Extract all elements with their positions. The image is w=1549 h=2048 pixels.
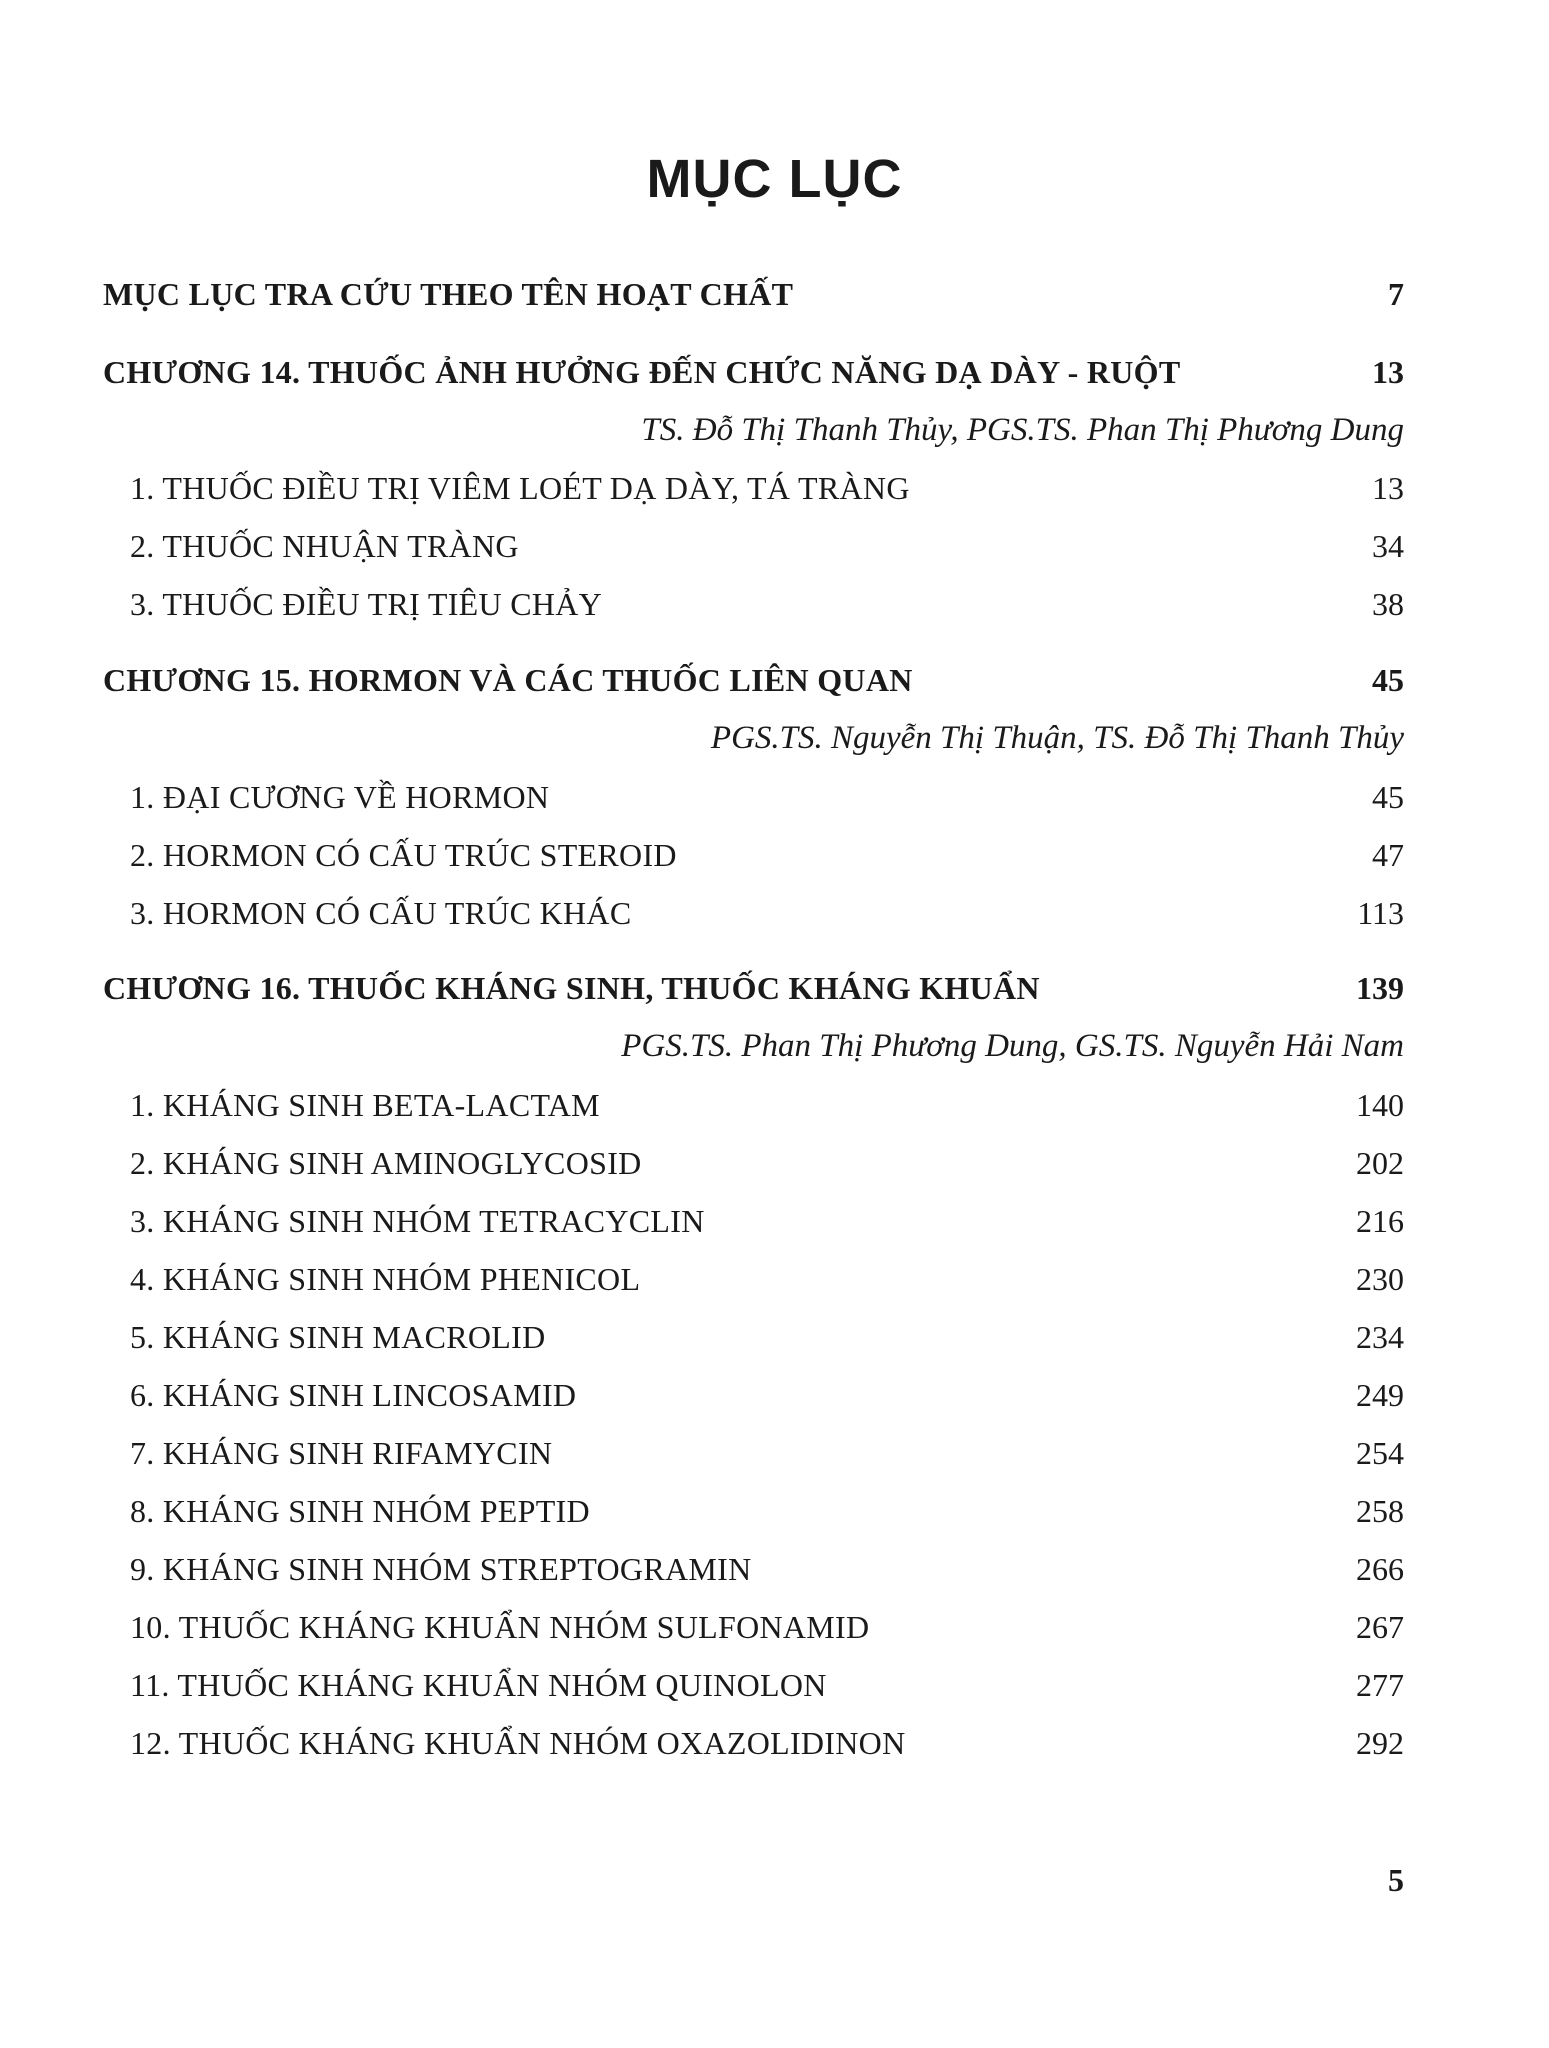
section-title: 8. KHÁNG SINH NHÓM PEPTID: [130, 1493, 590, 1529]
toc-page-number: 45: [1372, 662, 1404, 698]
toc-section[interactable]: [0, 1663, 1549, 1707]
toc-page-number: 13: [1372, 470, 1404, 506]
section-title: 6. KHÁNG SINH LINCOSAMID: [130, 1377, 577, 1413]
toc-page-number: 267: [1356, 1609, 1404, 1645]
toc-section[interactable]: [0, 1721, 1549, 1765]
toc-chapter-15[interactable]: [0, 658, 1549, 702]
chapter-authors: [0, 716, 1549, 760]
toc-page-number: 277: [1356, 1667, 1404, 1703]
section-title: 2. THUỐC NHUẬN TRÀNG: [130, 528, 519, 564]
section-title: 5. KHÁNG SINH MACROLID: [130, 1319, 546, 1355]
toc-page-number: 258: [1356, 1493, 1404, 1529]
toc-chapter-16[interactable]: [0, 966, 1549, 1010]
chapter-authors: [0, 408, 1549, 452]
toc-section[interactable]: [0, 1199, 1549, 1243]
toc-page-number: 7: [1388, 276, 1404, 312]
section-title: 7. KHÁNG SINH RIFAMYCIN: [130, 1435, 553, 1471]
toc-section[interactable]: [0, 466, 1549, 510]
toc-page-number: 249: [1356, 1377, 1404, 1413]
toc-page-number: 202: [1356, 1145, 1404, 1181]
toc-page-number: 47: [1372, 837, 1404, 873]
toc-section[interactable]: [0, 1431, 1549, 1475]
toc-section[interactable]: [0, 1141, 1549, 1185]
toc-section[interactable]: [0, 1315, 1549, 1359]
section-title: 11. THUỐC KHÁNG KHUẨN NHÓM QUINOLON: [130, 1667, 827, 1703]
toc-page-number: 234: [1356, 1319, 1404, 1355]
toc-page-number: 38: [1372, 586, 1404, 622]
toc-page-number: 113: [1357, 895, 1404, 931]
toc-section[interactable]: [0, 1547, 1549, 1591]
section-title: 1. THUỐC ĐIỀU TRỊ VIÊM LOÉT DẠ DÀY, TÁ TRÀNG: [130, 470, 910, 506]
authors-text: PGS.TS. Nguyễn Thị Thuận, TS. Đỗ Thị Thanh Thủy: [710, 720, 1404, 756]
toc-index-entry[interactable]: [0, 272, 1549, 316]
toc-page-number: 45: [1372, 779, 1404, 815]
section-title: 9. KHÁNG SINH NHÓM STREPTOGRAMIN: [130, 1551, 752, 1587]
page-number-footer: 5: [1388, 1862, 1404, 1898]
section-title: 12. THUỐC KHÁNG KHUẨN NHÓM OXAZOLIDINON: [130, 1725, 906, 1761]
toc-section[interactable]: [0, 582, 1549, 626]
section-title: 2. KHÁNG SINH AMINOGLYCOSID: [130, 1145, 642, 1181]
section-title: 2. HORMON CÓ CẤU TRÚC STEROID: [130, 837, 677, 873]
section-title: 4. KHÁNG SINH NHÓM PHENICOL: [130, 1261, 641, 1297]
section-title: 1. KHÁNG SINH BETA-LACTAM: [130, 1087, 600, 1123]
chapter-authors: [0, 1024, 1549, 1068]
toc-section[interactable]: [0, 833, 1549, 877]
chapter-title: CHƯƠNG 15. HORMON VÀ CÁC THUỐC LIÊN QUAN: [103, 662, 913, 698]
section-title: 10. THUỐC KHÁNG KHUẨN NHÓM SULFONAMID: [130, 1609, 870, 1645]
section-title: 1. ĐẠI CƯƠNG VỀ HORMON: [130, 779, 550, 815]
toc-section[interactable]: [0, 1605, 1549, 1649]
section-title: 3. KHÁNG SINH NHÓM TETRACYCLIN: [130, 1203, 705, 1239]
toc-page-number: 292: [1356, 1725, 1404, 1761]
toc-page-number: 13: [1372, 354, 1404, 390]
toc-page-number: 34: [1372, 528, 1404, 564]
toc-page-number: 140: [1356, 1087, 1404, 1123]
authors-text: TS. Đỗ Thị Thanh Thủy, PGS.TS. Phan Thị Phương Dung: [641, 412, 1404, 448]
chapter-title: CHƯƠNG 16. THUỐC KHÁNG SINH, THUỐC KHÁNG KHUẨN: [103, 970, 1040, 1006]
section-title: 3. THUỐC ĐIỀU TRỊ TIÊU CHẢY: [130, 586, 603, 622]
toc-entry-label: MỤC LỤC TRA CỨU THEO TÊN HOẠT CHẤT: [103, 276, 794, 312]
toc-page-number: 254: [1356, 1435, 1404, 1471]
page-title: MỤC LỤC: [646, 149, 903, 209]
toc-section[interactable]: [0, 1373, 1549, 1417]
toc-chapter-14[interactable]: [0, 350, 1549, 394]
toc-page-number: 139: [1356, 970, 1404, 1006]
toc-section[interactable]: [0, 1257, 1549, 1301]
toc-section[interactable]: [0, 775, 1549, 819]
toc-page-number: 266: [1356, 1551, 1404, 1587]
toc-section[interactable]: [0, 1489, 1549, 1533]
authors-text: PGS.TS. Phan Thị Phương Dung, GS.TS. Nguyễn Hải Nam: [621, 1028, 1404, 1064]
toc-page-number: 230: [1356, 1261, 1404, 1297]
section-title: 3. HORMON CÓ CẤU TRÚC KHÁC: [130, 895, 632, 931]
toc-page-number: 216: [1356, 1203, 1404, 1239]
toc-section[interactable]: [0, 1083, 1549, 1127]
chapter-title: CHƯƠNG 14. THUỐC ẢNH HƯỞNG ĐẾN CHỨC NĂNG DẠ DÀY - RUỘT: [103, 354, 1181, 390]
toc-section[interactable]: [0, 891, 1549, 935]
toc-section[interactable]: [0, 524, 1549, 568]
